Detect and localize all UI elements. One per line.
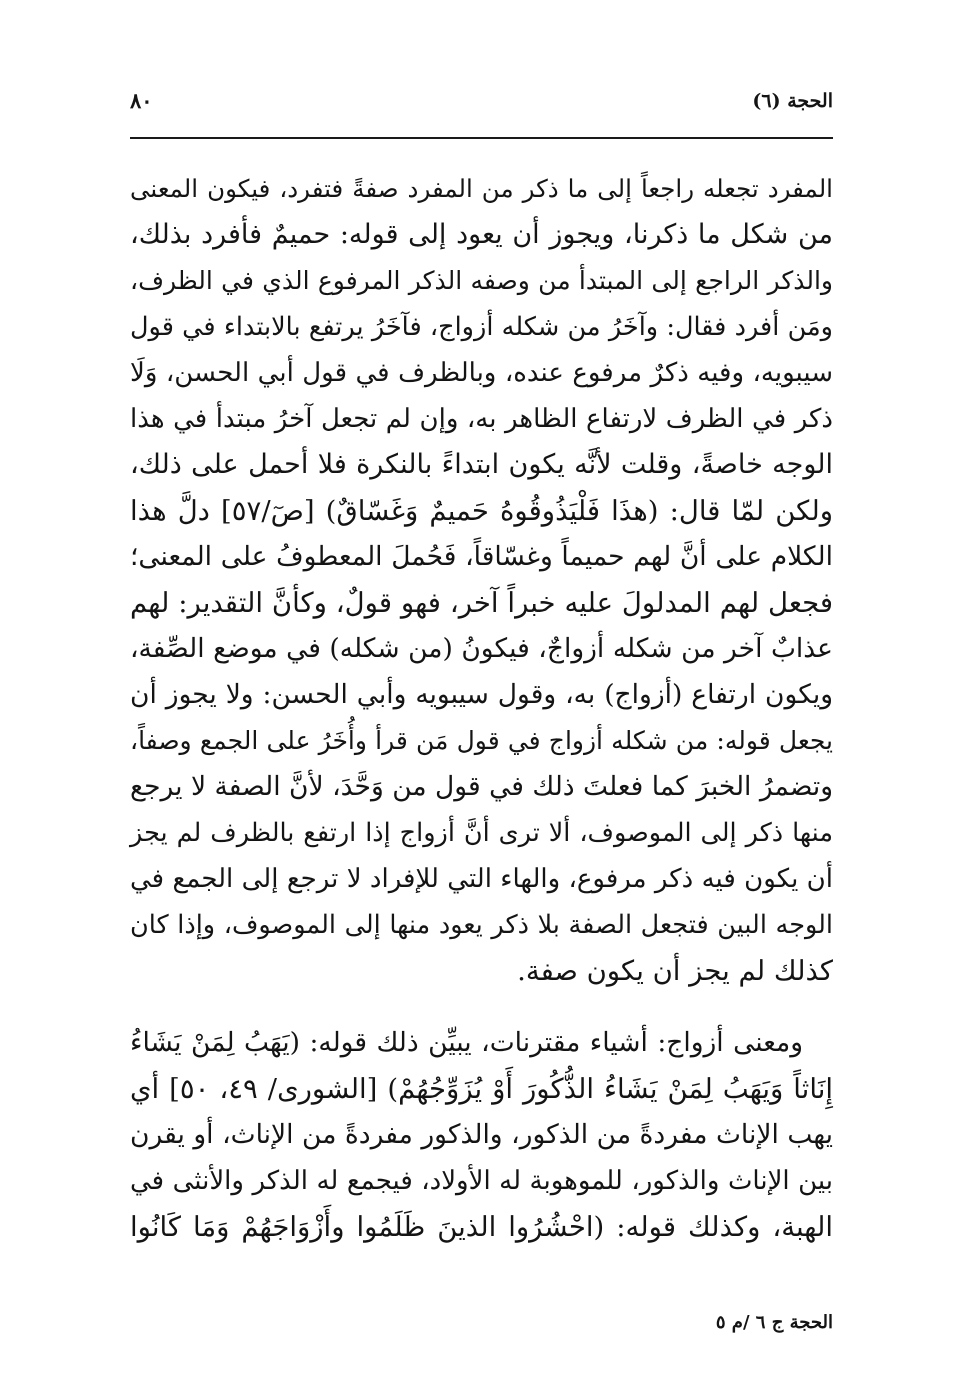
paragraph-1 [130, 166, 833, 994]
text-line: ذكر في الظرف لارتفاع الظاهر به، وإن لم تجعل آخرُ مبتدأ في هذا [130, 404, 833, 434]
text-line: بين الإناث والذكور، للموهوبة له الأولاد، فيجمع له الذكر والأنثى في [130, 1166, 833, 1196]
text-line: عذابٌ آخر من شكله أزواجٌ، فيكونُ (من شكله) في موضع الصِّفة، [130, 633, 833, 664]
header-rule [130, 137, 833, 139]
text-line: الوجه خاصةً، وقلت لأنَّه يكون ابتداءً بالنكرة فلا أحمل على ذلك، [130, 449, 834, 480]
running-header-title: الحجة (٦) [752, 90, 833, 112]
text-line: ولكن لمّا قال: (هذَا فَلْيَذُوقُوهُ حَميمٌ وَغَسّاقٌ) [صٓ/٥٧] دلَّ هذا [130, 495, 834, 527]
text-line: من شكل ما ذكرنا، ويجوز أن يعود إلى قوله: حميمٌ فأفرد بذلك، [130, 219, 833, 250]
text-line: فجعل لهم المدلولَ عليه خبراً آخر، فهو قولٌ، وكأنَّ التقدير: لهم [130, 587, 833, 619]
text-line: يجعل قوله: من شكله أزواج في قول مَن قرأ وأُخَرُ على الجمع وصفاً، [130, 726, 833, 755]
text-line: والذكر الراجع إلى المبتدأ من وصفه الذكر المرفوع الذي في الظرف، [130, 266, 833, 295]
running-header [130, 86, 833, 126]
text-line: منها ذكر إلى الموصوف، ألا ترى أنَّ أزواج إذا ارتفع بالظرف لم يجز [130, 818, 833, 848]
text-line: ومَن أفرد فقال: وآخَرُ من شكله أزواج، فآخَرُ يرتفع بالابتداء في قول [130, 312, 833, 342]
text-line: ويكون ارتفاع (أزواج) به، وقول سيبويه وأبي الحسن: ولا يجوز أن [130, 679, 833, 710]
text-line: إِنَاثاً وَيَهَبُ لِمَنْ يَشَاءُ الذُّكُورَ أَوْ يُزَوِّجُهُمْ) [الشورى/ ٤٩، ٥٠] أي [130, 1073, 833, 1105]
text-line: يهب الإناث مفردةً من الذكور، والذكور مفردةً من الإناث، أو يقرن [130, 1119, 833, 1150]
printer-signature: الحجة ج ٦ /م ٥ [715, 1312, 833, 1333]
text-line: ومعنى أزواج: أشياء مقترنات، يبيِّن ذلك قوله: (يَهَبُ لِمَنْ يَشَاءُ [130, 1027, 803, 1058]
text-line: وتضمرُ الخبرَ كما فعلتَ ذلك في قول من وَحَّدَ، لأنَّ الصفة لا يرجع [130, 771, 833, 802]
text-line: كذلك لم يجز أن يكون صفة. [517, 955, 833, 987]
text-line: الوجه البين فتجعل الصفة بلا ذكر يعود منها إلى الموصوف، وإذا كان [130, 910, 833, 940]
text-line: أن يكون فيه ذكر مرفوع، والهاء التي للإفراد لا ترجع إلى الجمع في [130, 864, 833, 894]
text-line: سيبويه، وفيه ذكرٌ مرفوع عنده، وبالظرف في قول أبي الحسن، وَلَا [130, 358, 833, 388]
text-line: الكلام على أنَّ لهم حميماً وغسّاقاً، فَحُملَ المعطوفُ على المعنى؛ [130, 541, 833, 572]
paragraph-2 [130, 1020, 833, 1250]
page-number: ٨٠ [130, 88, 153, 113]
text-line: الهبة، وكذلك قوله: (احْشُرُوا الذينَ ظَلَمُوا وأَزْوَاجَهُمْ وَمَا كَانُوا [130, 1211, 833, 1243]
text-line: المفرد تجعله راجعاً إلى ما ذكر من المفرد صفةً فتفرد، فيكون المعنى [130, 174, 833, 203]
